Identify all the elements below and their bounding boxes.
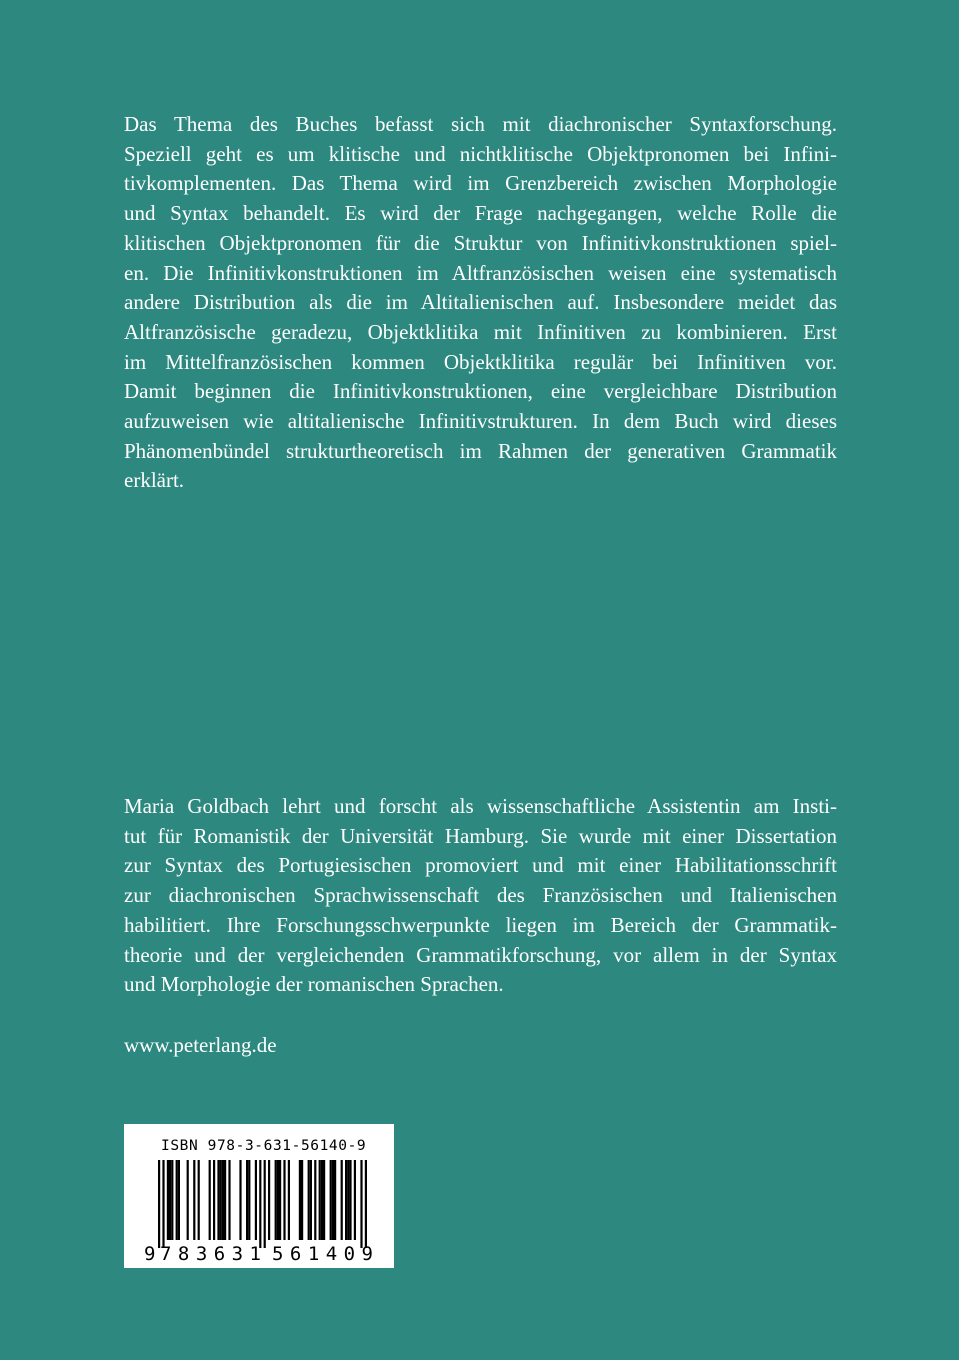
barcode-bar xyxy=(345,1160,347,1240)
barcode-guard-bar xyxy=(259,1160,261,1248)
barcode-bar xyxy=(169,1160,171,1240)
blurb-line: Speziell geht es um klitische und nichtklitische Objektpronomen bei Infini- xyxy=(124,141,837,166)
barcode-bar xyxy=(332,1160,334,1240)
blurb-line: Damit beginnen die Infinitivkonstruktionen, eine vergleichbare Distribution xyxy=(124,379,837,404)
blurb-line: klitischen Objektpronomen für die Struktur von Infinitivkonstruktionen spiel- xyxy=(124,230,837,255)
barcode-bar xyxy=(224,1160,226,1240)
barcode-bar xyxy=(246,1160,248,1240)
barcode-guard-bar xyxy=(158,1160,160,1248)
barcode-bar xyxy=(171,1160,173,1240)
blurb-line: tivkomplementen. Das Thema wird im Grenzbereich zwischen Morphologie xyxy=(124,171,837,196)
bio-line: tut für Romanistik der Universität Hamburg. Sie wurde mit einer Dissertation xyxy=(124,823,837,848)
blurb-line: Phänomenbündel strukturtheoretisch im Rahmen der generativen Grammatik xyxy=(124,438,837,463)
barcode-bar xyxy=(198,1160,200,1240)
barcode-guard-bar xyxy=(264,1160,266,1248)
barcode-bar xyxy=(222,1160,224,1240)
blurb-line: Das Thema des Buches befasst sich mit diachronischer Syntaxforschung. xyxy=(124,112,837,136)
barcode-bar xyxy=(301,1160,303,1240)
isbn-label: ISBN 978-3-631-56140-9 xyxy=(161,1138,367,1154)
barcode-bar xyxy=(347,1160,349,1240)
barcode-guard-bar xyxy=(162,1160,164,1248)
barcode-bar xyxy=(349,1160,351,1240)
barcode-bar xyxy=(299,1160,301,1240)
isbn-barcode xyxy=(124,1124,394,1268)
barcode-bar xyxy=(220,1160,222,1240)
barcode-bar xyxy=(283,1160,285,1240)
barcode-bar xyxy=(314,1160,316,1240)
bio-line: zur Syntax des Portugiesischen promoviert und mit einer Habilitationsschrift xyxy=(124,853,837,878)
barcode-bar xyxy=(279,1160,281,1240)
barcode-bar xyxy=(308,1160,310,1240)
barcode-bar xyxy=(341,1160,343,1240)
blurb-line: erklärt. xyxy=(124,468,185,493)
barcode-bar xyxy=(228,1160,230,1240)
barcode-bar xyxy=(321,1160,323,1240)
book-blurb xyxy=(124,110,837,496)
barcode-guard-bar xyxy=(360,1160,362,1248)
bio-line: Maria Goldbach lehrt und forscht als wissenschaftliche Assistentin am Insti- xyxy=(124,794,837,818)
blurb-line: aufzuweisen wie altitalienische Infinitivstrukturen. In dem Buch wird dieses xyxy=(124,409,837,434)
barcode-bar xyxy=(310,1160,312,1240)
barcode-bar xyxy=(334,1160,336,1240)
blurb-line: und Syntax behandelt. Es wird der Frage nachgegangen, welche Rolle die xyxy=(124,201,837,226)
barcode-bar xyxy=(319,1160,321,1240)
bio-line: habilitiert. Ihre Forschungsschwerpunkte liegen im Bereich der Grammatik- xyxy=(124,912,837,937)
barcode-bar xyxy=(255,1160,257,1240)
barcode-bar xyxy=(213,1160,215,1240)
barcode-bar xyxy=(178,1160,180,1240)
barcode-bar xyxy=(176,1160,178,1240)
barcode-bar xyxy=(187,1160,189,1240)
barcode-bar xyxy=(248,1160,250,1240)
bio-line: und Morphologie der romanischen Sprachen. xyxy=(124,972,504,997)
blurb-line: andere Distribution als die im Altitalienischen auf. Insbesondere meidet das xyxy=(124,290,837,315)
bio-line: theorie und der vergleichenden Grammatikforschung, vor allem in der Syntax xyxy=(124,942,837,967)
barcode-bar xyxy=(239,1160,241,1240)
blurb-line: Altfranzösische geradezu, Objektklitika mit Infinitiven zu kombinieren. Erst xyxy=(124,319,837,344)
bio-line: zur diachronischen Sprachwissenschaft des Französischen und Italienischen xyxy=(124,883,837,908)
ean-first-digit: 9 xyxy=(144,1243,156,1265)
author-bio xyxy=(124,792,837,1000)
barcode-bar xyxy=(354,1160,356,1240)
barcode-bar xyxy=(323,1160,325,1240)
ean-right-digits: 561409 xyxy=(272,1243,373,1265)
blurb-line: im Mittelfranzösischen kommen Objektklitika regulär bei Infinitiven vor. xyxy=(124,349,837,374)
barcode-bar xyxy=(277,1160,279,1240)
barcode-bar xyxy=(167,1160,169,1240)
barcode-guard-bar xyxy=(365,1160,367,1248)
blurb-line: en. Die Infinitivkonstruktionen im Altfranzösischen weisen eine systematisch xyxy=(124,260,837,285)
barcode-bar xyxy=(193,1160,195,1240)
barcode-bar xyxy=(330,1160,332,1240)
publisher-url-link[interactable]: www.peterlang.de xyxy=(124,1033,277,1057)
barcode-bar xyxy=(275,1160,277,1240)
barcode-bar xyxy=(217,1160,219,1240)
barcode-bar xyxy=(209,1160,211,1240)
barcode-bar xyxy=(288,1160,290,1240)
barcode-bar xyxy=(268,1160,270,1240)
ean-left-digits: 783631 xyxy=(160,1243,261,1265)
